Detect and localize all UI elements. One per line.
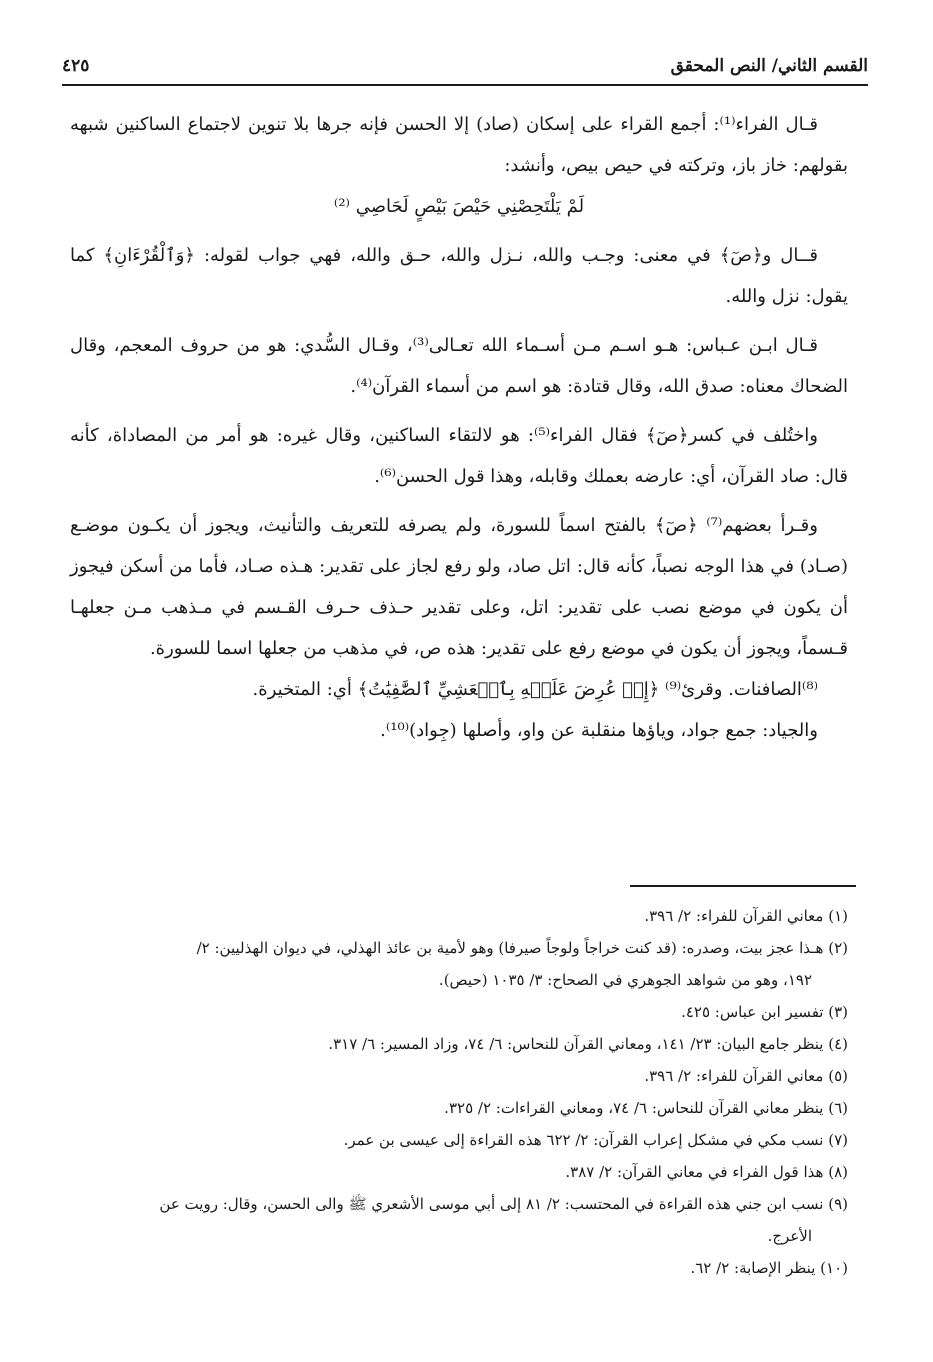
footnote-5: (٥) معاني القرآن للفراء: ٢/ ٣٩٦. [644, 1067, 848, 1085]
paragraph-1: قـال الفراء⁽¹⁾: أجمع القراء على إسكان (صاد) إلا الحسن فإنه جرها بلا تنوين لاجتماع الساكنين شبهه بقولهم: خاز باز، وتركته في حيص بيص، وأنشد: [70, 114, 848, 176]
paragraph-4: واختُلف في كسر﴿صٓ﴾ فقال الفراء⁽⁵⁾: هو لالتقاء الساكنين، وقال غيره: هو أمر من المصاداة، كأنه قال: صاد القرآن، أي: عارضه بعملك وقابله، وهذا قول الحسن⁽⁶⁾. [70, 425, 848, 487]
footnote-2-continuation: ١٩٢، وهو من شواهد الجوهري في الصحاح: ٣/ ١٠٣٥ (حيص). [438, 971, 812, 989]
footnote-7: (٧) نسب مكي في مشكل إعراب القرآن: ٢/ ٦٢٢ هذه القراءة إلى عيسى بن عمر. [343, 1131, 848, 1149]
footnote-10: (١٠) ينظر الإصابة: ٢/ ٦٢. [690, 1259, 848, 1277]
footnote-8: (٨) هذا قول الفراء في معاني القرآن: ٢/ ٣٨٧. [565, 1163, 848, 1181]
verse-line: لَمْ يَلْتَحِصْنِي حَيْصَ بَيْصٍ لَحَاصِي ⁽²⁾ [333, 196, 585, 217]
footnote-1: (١) معاني القرآن للفراء: ٢/ ٣٩٦. [644, 907, 848, 925]
paragraph-2: قــال و﴿صٓ﴾ في معنى: وجـب والله، نـزل والله، حـق والله، فهي جواب لقوله: ﴿وَٱلْقُرْءَانِ﴾ كما يقول: نزل والله. [70, 245, 848, 307]
footnote-9-continuation: الأعرج. [767, 1227, 812, 1245]
footnote-separator [630, 885, 856, 887]
paragraph-6: ⁽⁸⁾الصافنات. وقرئ⁽⁹⁾ ﴿إِذۡ عُرِضَ عَلَيۡهِ بِٱلۡعَشِيِّ ٱلصَّٰفِيَٰتُ﴾ أي: المتخيرة. [252, 679, 818, 700]
header-rule [62, 84, 868, 86]
paragraph-7: والجياد: جمع جواد، وياؤها منقلبة عن واو، وأصلها (جِواد)⁽¹⁰⁾. [380, 720, 818, 741]
paragraph-5: وقـرأ بعضهم⁽⁷⁾ ﴿صٓ﴾ بالفتح اسماً للسورة، ولم يصرفه للتعريف والتأنيث، ويجوز أن يكـون موضـع (صـاد) في هذا الوجه نصباً، كأنه قال: اتل صاد، ولو رفع لجاز على تقدير: هـذه صـاد، فأما من أسكن فيجوز أن يكون في موضع نصب على تقدير: اتل، وعلى تقدير حـذف حـرف القـسم في مـذهب مـن جعلهـا قـسماً، ويجوز أن يكون في موضع رفع على تقدير: هذه ص، في مذهب من جعلها اسما للسورة. [70, 515, 848, 659]
main-text [70, 104, 848, 751]
footnote-3: (٣) تفسير ابن عباس: ٤٢٥. [681, 1003, 848, 1021]
footnote-9: (٩) نسب ابن جني هذه القراءة في المحتسب: ٢/ ٨١ إلى أبي موسى الأشعري ﷺ والى الحسن، وقال: رويت عن [159, 1195, 848, 1213]
paragraph-3: قـال ابـن عـباس: هـو اسـم مـن أسـماء الله تعـالى⁽³⁾، وقـال السُّدي: هو من حروف المعجم، وقال الضحاك معناه: صدق الله، وقال قتادة: هو اسم من أسماء القرآن⁽⁴⁾. [70, 335, 848, 397]
page-header [62, 46, 868, 76]
footnote-2: (٢) هـذا عجز بيت، وصدره: (قد كنت خراجاً ولوجاً صيرفا) وهو لأمية بن عائذ الهذلي، في ديوان الهذليين: ٢/ [196, 939, 848, 957]
section-title: القسم الثاني/ النص المحقق [670, 56, 868, 76]
footnotes [70, 900, 848, 1284]
page-number: ٤٢٥ [62, 56, 90, 76]
footnote-6: (٦) ينظر معاني القرآن للنحاس: ٦/ ٧٤، ومعاني القراءات: ٢/ ٣٢٥. [444, 1099, 848, 1117]
footnote-4: (٤) ينظر جامع البيان: ٢٣/ ١٤١، ومعاني القرآن للنحاس: ٦/ ٧٤، وزاد المسير: ٦/ ٣١٧. [328, 1035, 848, 1053]
